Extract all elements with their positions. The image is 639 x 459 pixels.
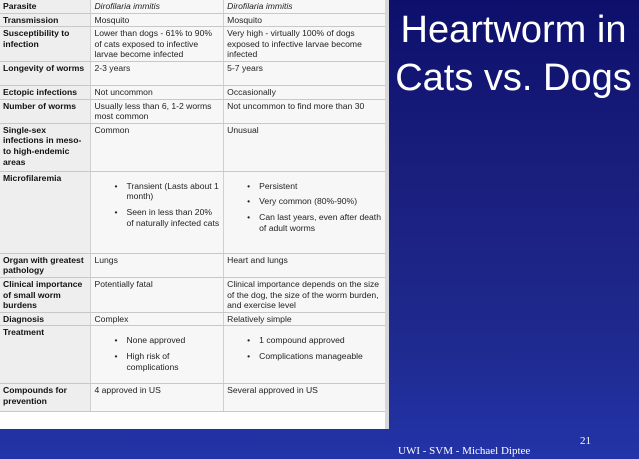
bullet-list <box>227 181 382 233</box>
bullet-item: • Complications manageable <box>259 351 382 362</box>
slide-page-number: 21 <box>580 435 591 447</box>
row-label: Compounds for prevention <box>0 384 91 412</box>
row-label: Longevity of worms <box>0 61 91 85</box>
dog-cell: Very high - virtually 100% of dogs exposed to infective larvae become infected <box>224 27 385 62</box>
dog-cell <box>224 171 385 253</box>
bullet-item: • Persistent <box>259 181 382 192</box>
bullet-item: • Seen in less than 20% of naturally infected cats <box>126 207 220 228</box>
table-row <box>0 27 385 62</box>
cat-cell: Usually less than 6, 1-2 worms most common <box>91 99 224 123</box>
table-row <box>0 123 385 171</box>
bullet-list <box>94 181 220 228</box>
bullet-item: • Can last years, even after death of adult worms <box>259 212 382 233</box>
cat-cell: 4 approved in US <box>91 384 224 412</box>
bullet-list <box>94 335 220 372</box>
dog-cell: Clinical importance depends on the size of the dog, the size of the worm burden, and exercise level <box>224 277 385 312</box>
table-row <box>0 0 385 13</box>
bullet-item: • Very common (80%-90%) <box>259 196 382 207</box>
table-row <box>0 99 385 123</box>
cat-cell: Complex <box>91 312 224 326</box>
row-label: Single-sex infections in meso- to high-endemic areas <box>0 123 91 171</box>
table-row <box>0 312 385 326</box>
bullet-list <box>227 335 382 361</box>
cat-cell <box>91 326 224 384</box>
dog-cell: Unusual <box>224 123 385 171</box>
table-scroll-edge <box>385 0 389 429</box>
table-row <box>0 253 385 277</box>
dog-cell <box>224 326 385 384</box>
table-row <box>0 326 385 384</box>
row-label: Susceptibility to infection <box>0 27 91 62</box>
dog-cell: Relatively simple <box>224 312 385 326</box>
slide-title-line2: Cats vs. Dogs <box>395 57 632 99</box>
slide-footer: UWI - SVM - Michael Diptee <box>398 445 531 457</box>
dog-cell: Heart and lungs <box>224 253 385 277</box>
row-label: Diagnosis <box>0 312 91 326</box>
row-label: Number of worms <box>0 99 91 123</box>
cat-cell: Potentially fatal <box>91 277 224 312</box>
row-label: Ectopic infections <box>0 85 91 99</box>
row-label: Transmission <box>0 13 91 27</box>
row-label: Treatment <box>0 326 91 384</box>
bullet-item: • 1 compound approved <box>259 335 382 346</box>
bullet-item: • High risk of complications <box>126 351 220 372</box>
dog-cell: Not uncommon to find more than 30 <box>224 99 385 123</box>
cat-cell: Mosquito <box>91 13 224 27</box>
dog-cell: Several approved in US <box>224 384 385 412</box>
bullet-item: • Transient (Lasts about 1 month) <box>126 181 220 202</box>
table-row <box>0 61 385 85</box>
table-row <box>0 85 385 99</box>
bullet-item: • None approved <box>126 335 220 346</box>
cat-cell: 2-3 years <box>91 61 224 85</box>
row-label: Microfilaremia <box>0 171 91 253</box>
dog-cell: Dirofilaria immitis <box>224 0 385 13</box>
row-label: Clinical importance of small worm burdens <box>0 277 91 312</box>
row-label: Parasite <box>0 0 91 13</box>
cat-cell: Lungs <box>91 253 224 277</box>
dog-cell: 5-7 years <box>224 61 385 85</box>
cat-cell: Dirofilaria immitis <box>91 0 224 13</box>
cat-cell: Lower than dogs - 61% to 90% of cats exposed to infective larvae become infected <box>91 27 224 62</box>
dog-cell: Occasionally <box>224 85 385 99</box>
cat-cell: Not uncommon <box>91 85 224 99</box>
table-row <box>0 171 385 253</box>
table-row <box>0 384 385 412</box>
slide-title <box>388 6 639 102</box>
table-row <box>0 277 385 312</box>
cat-cell: Common <box>91 123 224 171</box>
slide-title-line1: Heartworm in <box>400 9 627 51</box>
cat-cell <box>91 171 224 253</box>
dog-cell: Mosquito <box>224 13 385 27</box>
table-row <box>0 13 385 27</box>
row-label: Organ with greatest pathology <box>0 253 91 277</box>
